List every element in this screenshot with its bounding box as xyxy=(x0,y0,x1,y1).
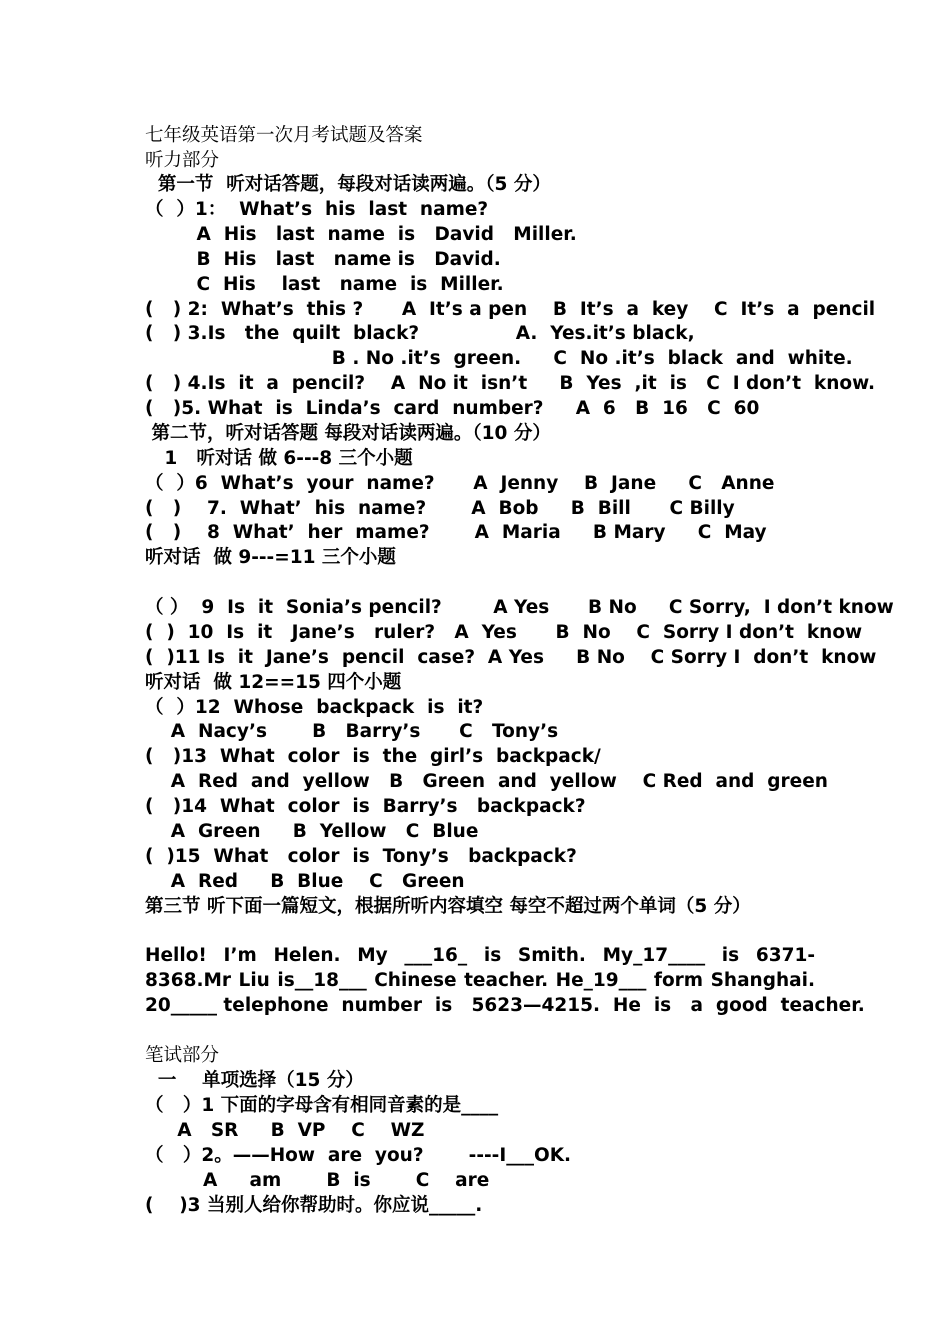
written-question-2-options: A am B is C are xyxy=(145,1170,490,1191)
section2-heading: 第二节，听对话答题 每段对话读两遍。（10 分） xyxy=(145,423,551,444)
question-13: ( )13 What color is the girl’s backpack/ xyxy=(145,746,601,767)
question-9: （ ） 9 Is it Sonia’s pencil? A Yes B No C Sorry, I don’t know xyxy=(145,597,894,618)
section2-part1-heading: 1 听对话 做 6---8 三个小题 xyxy=(145,448,413,469)
written-question-2: （ ）2。——How are you? ----I___OK. xyxy=(145,1145,572,1166)
listening-heading: 听力部分 xyxy=(145,150,220,171)
passage-line-3: 20_____ telephone number is 5623—4215. He is a good teacher. xyxy=(145,995,865,1016)
section3-heading: 第三节 听下面一篇短文，根据所听内容填空 每空不超过两个单词（5 分） xyxy=(145,896,751,917)
question-14: ( )14 What color is Barry’s backpack? xyxy=(145,796,586,817)
written-heading: 笔试部分 xyxy=(145,1045,220,1066)
question-8: ( ) 8 What’ her mame? A Maria B Mary C May xyxy=(145,522,767,543)
written-question-1: （ ）1 下面的字母含有相同音素的是____ xyxy=(145,1095,499,1116)
question-5: ( )5. What is Linda’s card number? A 6 B 16 C 60 xyxy=(145,398,760,419)
written-section1-heading: 一 单项选择（15 分） xyxy=(145,1070,364,1091)
question-15-options: A Red B Blue C Green xyxy=(145,871,465,892)
question-4: ( ) 4.Is it a pencil? A No it isn’t B Yes ,it is C I don’t know. xyxy=(145,373,876,394)
question-1-option-c: C His last name is Miller. xyxy=(145,274,504,295)
question-1-option-b: B His last name is David. xyxy=(145,249,501,270)
written-question-3: ( )3 当别人给你帮助时。你应说_____. xyxy=(145,1195,483,1216)
section1-heading: 第一节 听对话答题，每段对话读两遍。（5 分） xyxy=(145,174,551,195)
question-10: ( ) 10 Is it Jane’s ruler? A Yes B No C Sorry I don’t know xyxy=(145,622,863,643)
section2-part2-heading: 听对话 做 9---=11 三个小题 xyxy=(145,547,396,568)
question-7: ( ) 7. What’ his name? A Bob B Bill C Billy xyxy=(145,498,735,519)
question-3: ( ) 3.Is the quilt black? A. Yes.it’s black, xyxy=(145,323,695,344)
question-1-option-a: A His last name is David Miller. xyxy=(145,224,577,245)
passage-line-1: Hello! I’m Helen. My ___16_ is Smith. My_17____ is 6371- xyxy=(145,945,815,966)
question-13-options: A Red and yellow B Green and yellow C Red and green xyxy=(145,771,828,792)
question-11: ( )11 Is it Jane’s pencil case? A Yes B No C Sorry I don’t know xyxy=(145,647,877,668)
passage-line-2: 8368.Mr Liu is__18___ Chinese teacher. He_19___ form Shanghai. xyxy=(145,970,815,991)
question-14-options: A Green B Yellow C Blue xyxy=(145,821,479,842)
question-15: ( )15 What color is Tony’s backpack? xyxy=(145,846,577,867)
question-6: （ ）6 What’s your name? A Jenny B Jane C Anne xyxy=(145,473,775,494)
question-1: （ ）1： What’s his last name? xyxy=(145,199,489,220)
section2-part3-heading: 听对话 做 12==15 四个小题 xyxy=(145,672,402,693)
written-question-1-options: A SR B VP C WZ xyxy=(145,1120,425,1141)
question-2: ( ) 2: What’s this ? A It’s a pen B It’s a key C It’s a pencil xyxy=(145,299,876,320)
question-12: （ ）12 Whose backpack is it? xyxy=(145,697,484,718)
question-3-continued: B . No .it’s green. C No .it’s black and white. xyxy=(145,348,853,369)
question-12-options: A Nacy’s B Barry’s C Tony’s xyxy=(145,721,559,742)
document-title: 七年级英语第一次月考试题及答案 xyxy=(145,125,423,146)
